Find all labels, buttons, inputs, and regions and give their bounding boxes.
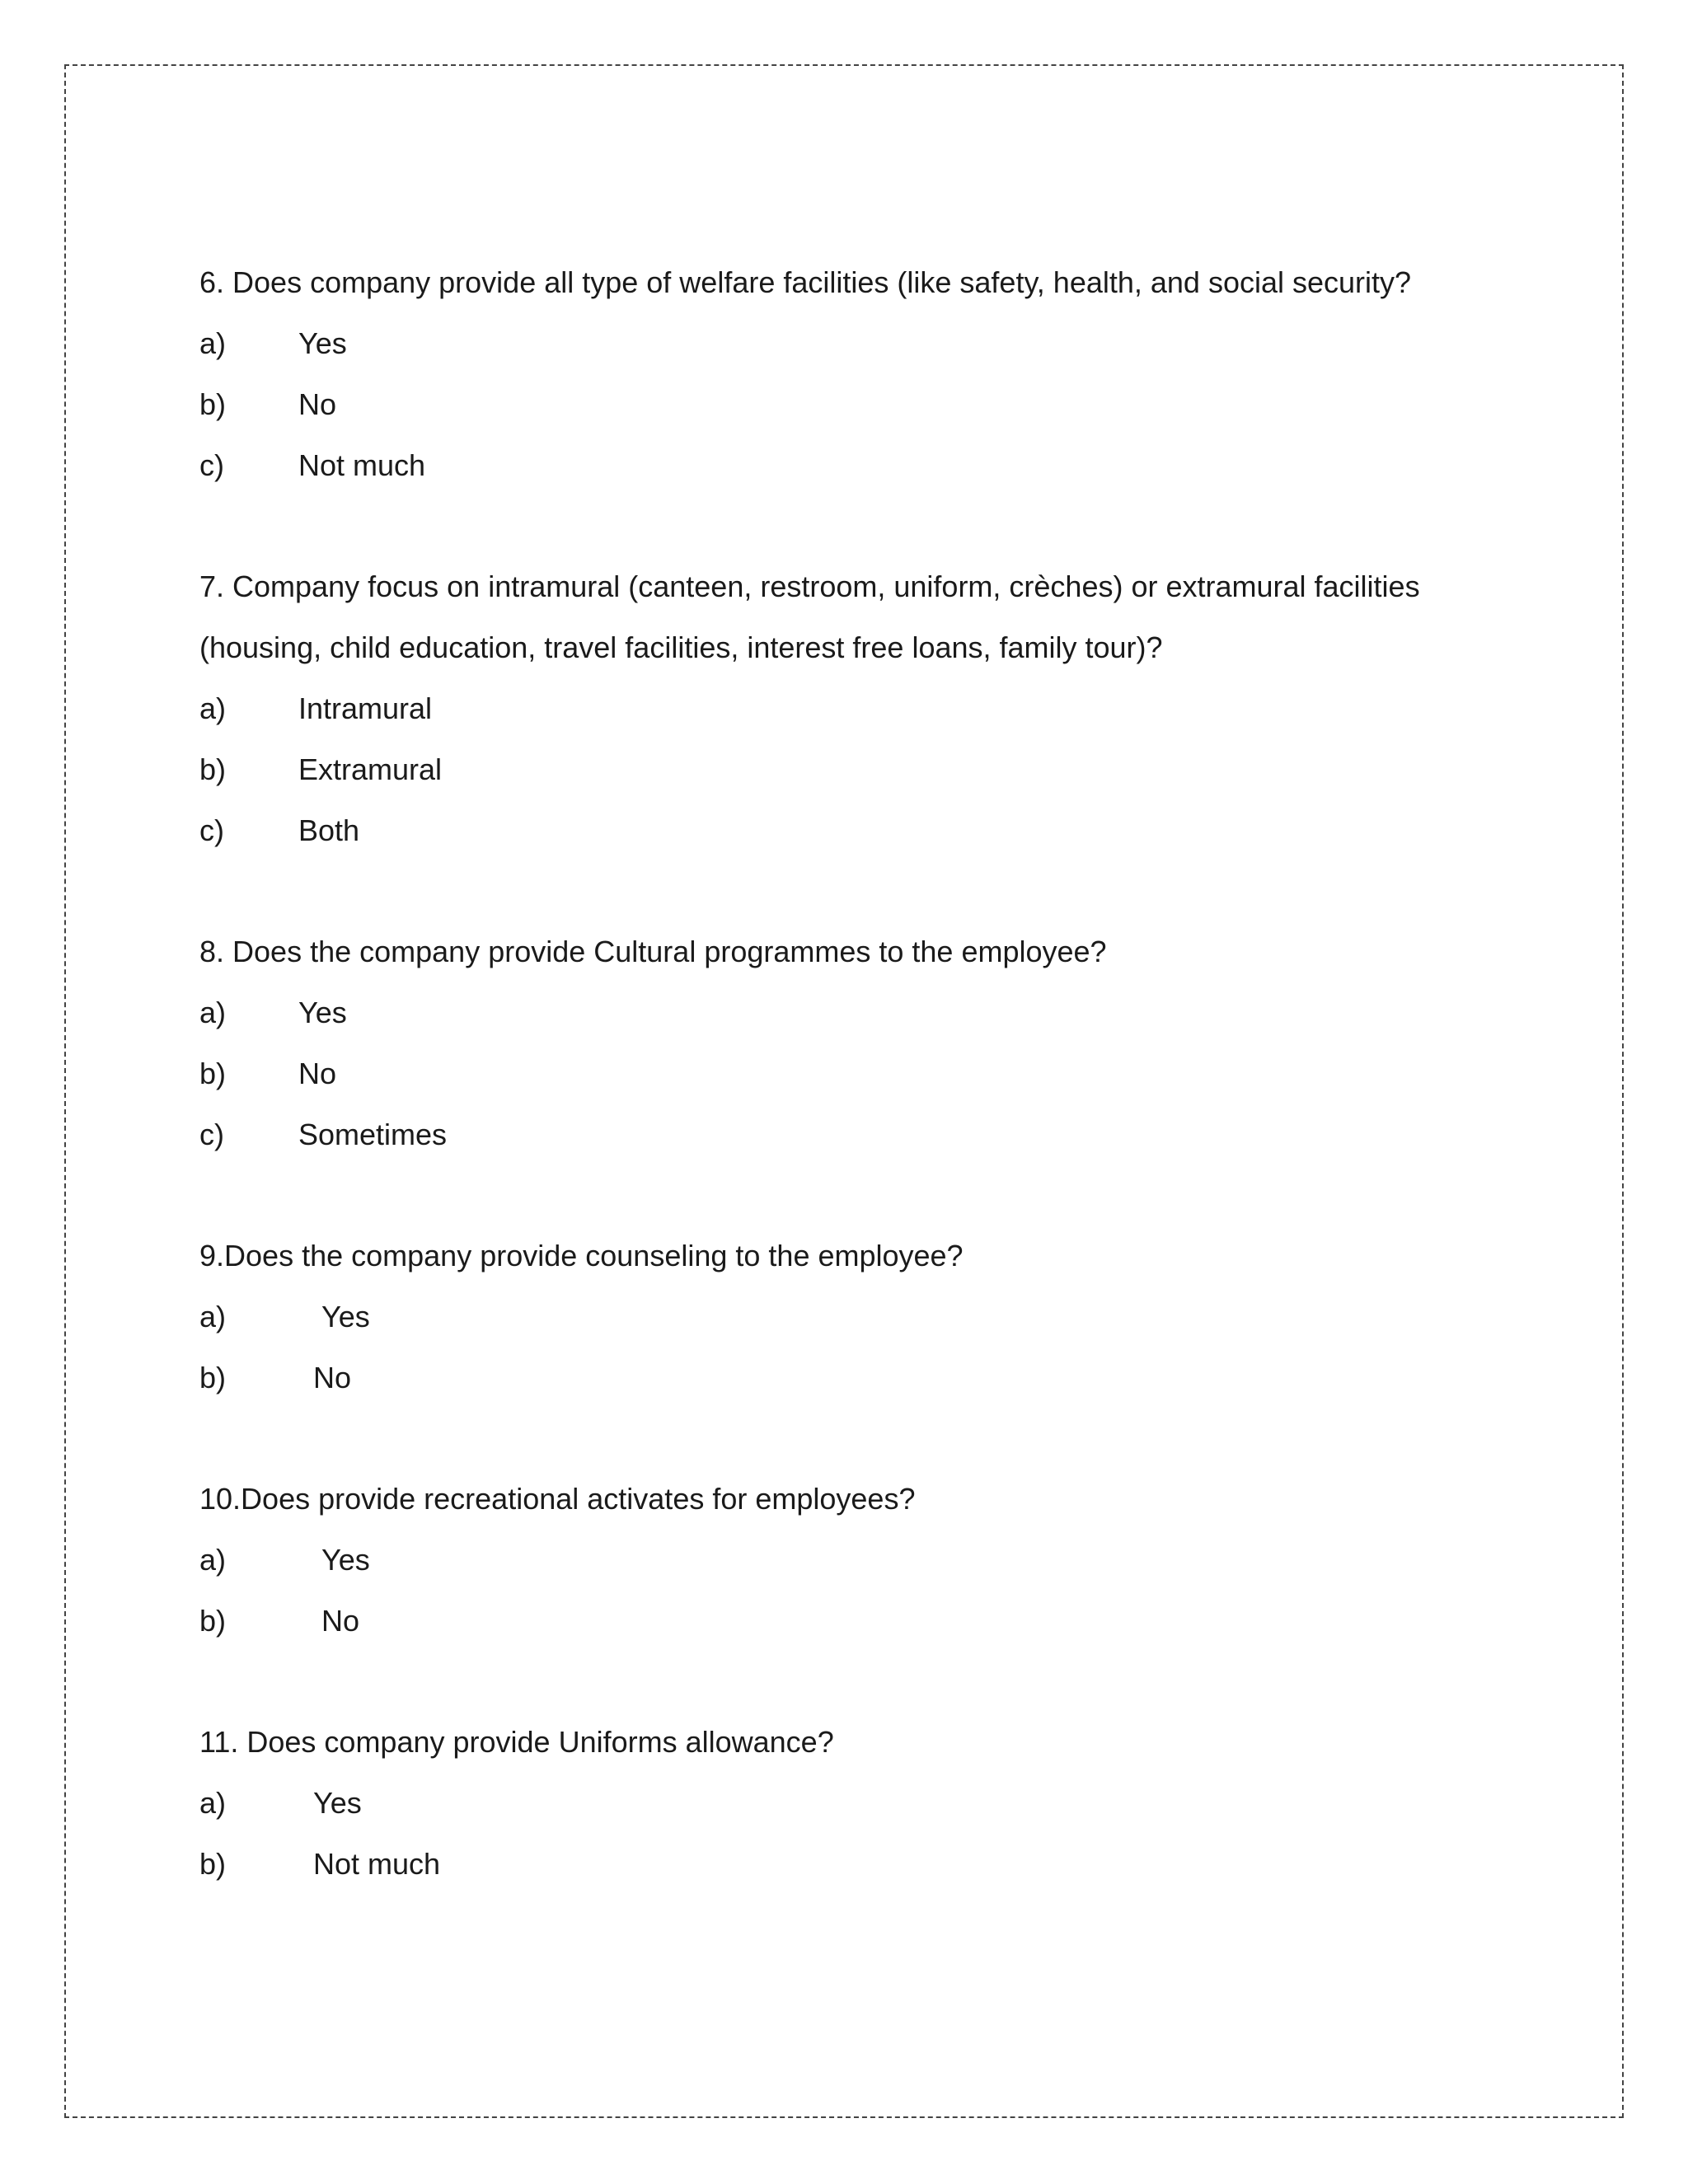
option-c [199, 800, 1485, 861]
question-11 [199, 1712, 1485, 1895]
option-letter: b) [199, 1847, 227, 1881]
option-a [199, 678, 1485, 739]
option-letter: c) [199, 448, 224, 482]
option-text: Both [298, 813, 360, 847]
option-text: Yes [321, 1543, 370, 1577]
option-a [199, 1530, 1485, 1591]
option-b [199, 1043, 1485, 1104]
option-letter: b) [199, 1604, 227, 1638]
option-a [199, 1286, 1485, 1347]
question-text: 6. Does company provide all type of welfare facilities (like safety, health, and social security? [199, 265, 1412, 299]
option-letter: c) [199, 1118, 224, 1151]
option-text: Sometimes [298, 1118, 448, 1151]
option-text: Not much [313, 1847, 441, 1881]
question-text: 8. Does the company provide Cultural programmes to the employee? [199, 935, 1107, 968]
option-text: Not much [298, 448, 426, 482]
question-text: 7. Company focus on intramural (canteen, restroom, uniform, crèches) or extramural facilities (housing, child education, travel facilities, interest free loans, family tour)? [199, 569, 1420, 664]
question-text: 10.Does provide recreational activates for employees? [199, 1482, 916, 1516]
option-b [199, 1347, 1485, 1408]
option-text: Yes [298, 996, 347, 1029]
option-letter: a) [199, 1786, 227, 1820]
question-10 [199, 1469, 1485, 1652]
option-text: Intramural [298, 691, 433, 725]
question-text: 9.Does the company provide counseling to the employee? [199, 1239, 964, 1272]
option-c [199, 1104, 1485, 1165]
question-8 [199, 921, 1485, 1165]
option-a [199, 313, 1485, 374]
option-text: Yes [321, 1300, 370, 1333]
question-7 [199, 556, 1485, 861]
option-b [199, 1834, 1485, 1895]
option-letter: b) [199, 1361, 227, 1394]
option-letter: a) [199, 691, 227, 725]
question-9 [199, 1226, 1485, 1408]
option-a [199, 982, 1485, 1043]
option-text: Yes [313, 1786, 362, 1820]
option-text: No [298, 1057, 337, 1090]
option-letter: b) [199, 387, 227, 421]
option-letter: a) [199, 996, 227, 1029]
option-letter: a) [199, 326, 227, 360]
question-text: 11. Does company provide Uniforms allowance? [199, 1725, 834, 1759]
option-letter: b) [199, 752, 227, 786]
option-a [199, 1773, 1485, 1834]
option-b [199, 739, 1485, 800]
questionnaire [199, 252, 1485, 1955]
option-text: No [313, 1361, 352, 1394]
option-text: Yes [298, 326, 347, 360]
option-letter: a) [199, 1543, 227, 1577]
option-text: No [321, 1604, 360, 1638]
option-b [199, 374, 1485, 435]
option-letter: a) [199, 1300, 227, 1333]
option-b [199, 1591, 1485, 1652]
option-letter: c) [199, 813, 224, 847]
option-c [199, 435, 1485, 496]
option-letter: b) [199, 1057, 227, 1090]
question-6 [199, 252, 1485, 496]
option-text: No [298, 387, 337, 421]
option-text: Extramural [298, 752, 443, 786]
